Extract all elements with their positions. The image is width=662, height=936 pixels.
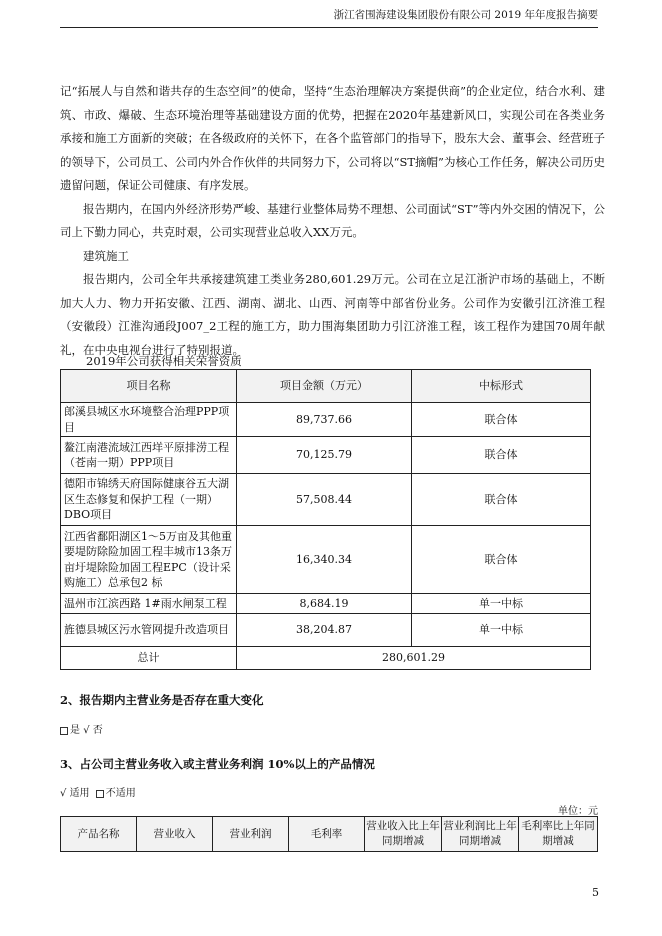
table-header-row <box>61 370 591 403</box>
project-amount-cell: 70,125.79 <box>237 437 412 474</box>
column-header-gross-margin: 毛利率 <box>289 817 365 852</box>
project-amount-cell: 57,508.44 <box>237 474 412 526</box>
column-header-amount: 项目金额（万元） <box>237 370 412 403</box>
table-row <box>61 437 591 474</box>
product-table-header-row <box>61 817 598 852</box>
paragraph-construction: 报告期内，公司全年共承接建筑建工类业务280,601.29万元。公司在立足江浙沪市场的基础上，不断加大人力、物力开拓安徽、江西、湖南、湖北、山西、河南等中部省份业务。公司作为安徽引江济淮工程（安徽段）江淮沟通段J007_2工程的施工方，助力围海集团助力引江济淮工程，该工程作为建国70周年献礼，在中央电视台进行了特别报道。 <box>60 272 605 357</box>
bid-form-cell: 单一中标 <box>412 614 591 647</box>
bid-form-cell: 单一中标 <box>412 594 591 614</box>
option-yes-label: 是 <box>70 725 80 736</box>
option-not-apply-label: 不适用 <box>105 788 136 799</box>
column-header-profit-change: 营业利润比上年同期增减 <box>442 817 519 852</box>
table-caption: 2019年公司获得相关荣誉资质 <box>86 354 242 368</box>
table-row <box>61 594 591 614</box>
table-row <box>61 474 591 526</box>
product-table <box>60 816 598 852</box>
section-2-title: 2、报告期内主营业务是否存在重大变化 <box>60 693 264 707</box>
table-row <box>61 526 591 594</box>
bid-form-cell: 联合体 <box>412 526 591 594</box>
table-row <box>61 403 591 437</box>
bid-form-cell: 联合体 <box>412 437 591 474</box>
project-amount-cell: 89,737.66 <box>237 403 412 437</box>
paragraph-performance: 报告期内，在国内外经济形势严峻、基建行业整体局势不理想、公司面试“ST”等内外交困的情况下，公司上下勤力同心，共克时艰，公司实现营业总收入XX万元。 <box>60 201 605 239</box>
body-text <box>60 80 605 362</box>
section-3-options <box>60 787 136 800</box>
column-header-bid-form: 中标形式 <box>412 370 591 403</box>
project-name-cell: 德阳市锦绣天府国际健康谷五大湖区生态修复和保护工程（一期）DBO项目 <box>61 474 237 526</box>
check-mark-icon: √ <box>83 725 90 736</box>
project-amount-cell: 16,340.34 <box>237 526 412 594</box>
project-name-cell: 鳌江南港流域江西垟平原排涝工程（苍南一期）PPP项目 <box>61 437 237 474</box>
project-amount-cell: 38,204.87 <box>237 614 412 647</box>
page-header: 浙江省围海建设集团股份有限公司 2019 年年度报告摘要 <box>333 9 598 21</box>
table-row <box>61 614 591 647</box>
section-2-options <box>60 724 103 737</box>
honor-table <box>60 369 591 670</box>
total-label-cell: 总计 <box>61 647 237 670</box>
option-no-label: 否 <box>92 725 103 736</box>
project-name-cell: 郎溪县城区水环境整合治理PPP项目 <box>61 403 237 437</box>
checkbox-not-apply-icon <box>96 790 104 798</box>
option-apply-label: 适用 <box>69 788 90 799</box>
subheading-construction: 建筑施工 <box>83 248 129 263</box>
checkbox-yes-icon <box>60 727 68 735</box>
header-divider <box>60 27 598 28</box>
table-total-row <box>61 647 591 670</box>
check-mark-icon: √ <box>60 788 67 799</box>
column-header-product-name: 产品名称 <box>61 817 137 852</box>
bid-form-cell: 联合体 <box>412 474 591 526</box>
column-header-revenue-change: 营业收入比上年同期增减 <box>365 817 442 852</box>
column-header-project-name: 项目名称 <box>61 370 237 403</box>
bid-form-cell: 联合体 <box>412 403 591 437</box>
total-value-cell: 280,601.29 <box>237 647 591 670</box>
project-name-cell: 温州市江滨西路 1#雨水闸泵工程 <box>61 594 237 614</box>
paragraph-mission: 记“拓展人与自然和谐共存的生态空间”的使命，坚持“生态治理解决方案提供商”的企业定位，结合水利、建筑、市政、爆破、生态环境治理等基础建设方面的优势，把握在2020年基建新风口，实现公司在各类业务承接和施工方面新的突破；在各级政府的关怀下，在各个监管部门的指导下，股东大会、董事会、经营班子的领导下，公司员工、公司内外合作伙伴的共同努力下，公司将以“ST摘帽”为核心工作任务，解决公司历史遗留问题，保证公司健康、有序发展。 <box>60 84 605 192</box>
section-3-title: 3、占公司主营业务收入或主营业务利润 10%以上的产品情况 <box>60 757 375 771</box>
page-number: 5 <box>592 886 599 899</box>
column-header-revenue: 营业收入 <box>137 817 213 852</box>
column-header-operating-profit: 营业利润 <box>213 817 289 852</box>
project-name-cell: 旌德县城区污水管网提升改造项目 <box>61 614 237 647</box>
project-amount-cell: 8,684.19 <box>237 594 412 614</box>
project-name-cell: 江西省鄱阳湖区1～5万亩及其他重要堤防除险加固工程丰城市13条万亩圩堤除险加固工程EPC（设计采购施工）总承包2 标 <box>61 526 237 594</box>
unit-label: 单位：元 <box>558 806 598 817</box>
column-header-margin-change: 毛利率比上年同期增减 <box>519 817 598 852</box>
